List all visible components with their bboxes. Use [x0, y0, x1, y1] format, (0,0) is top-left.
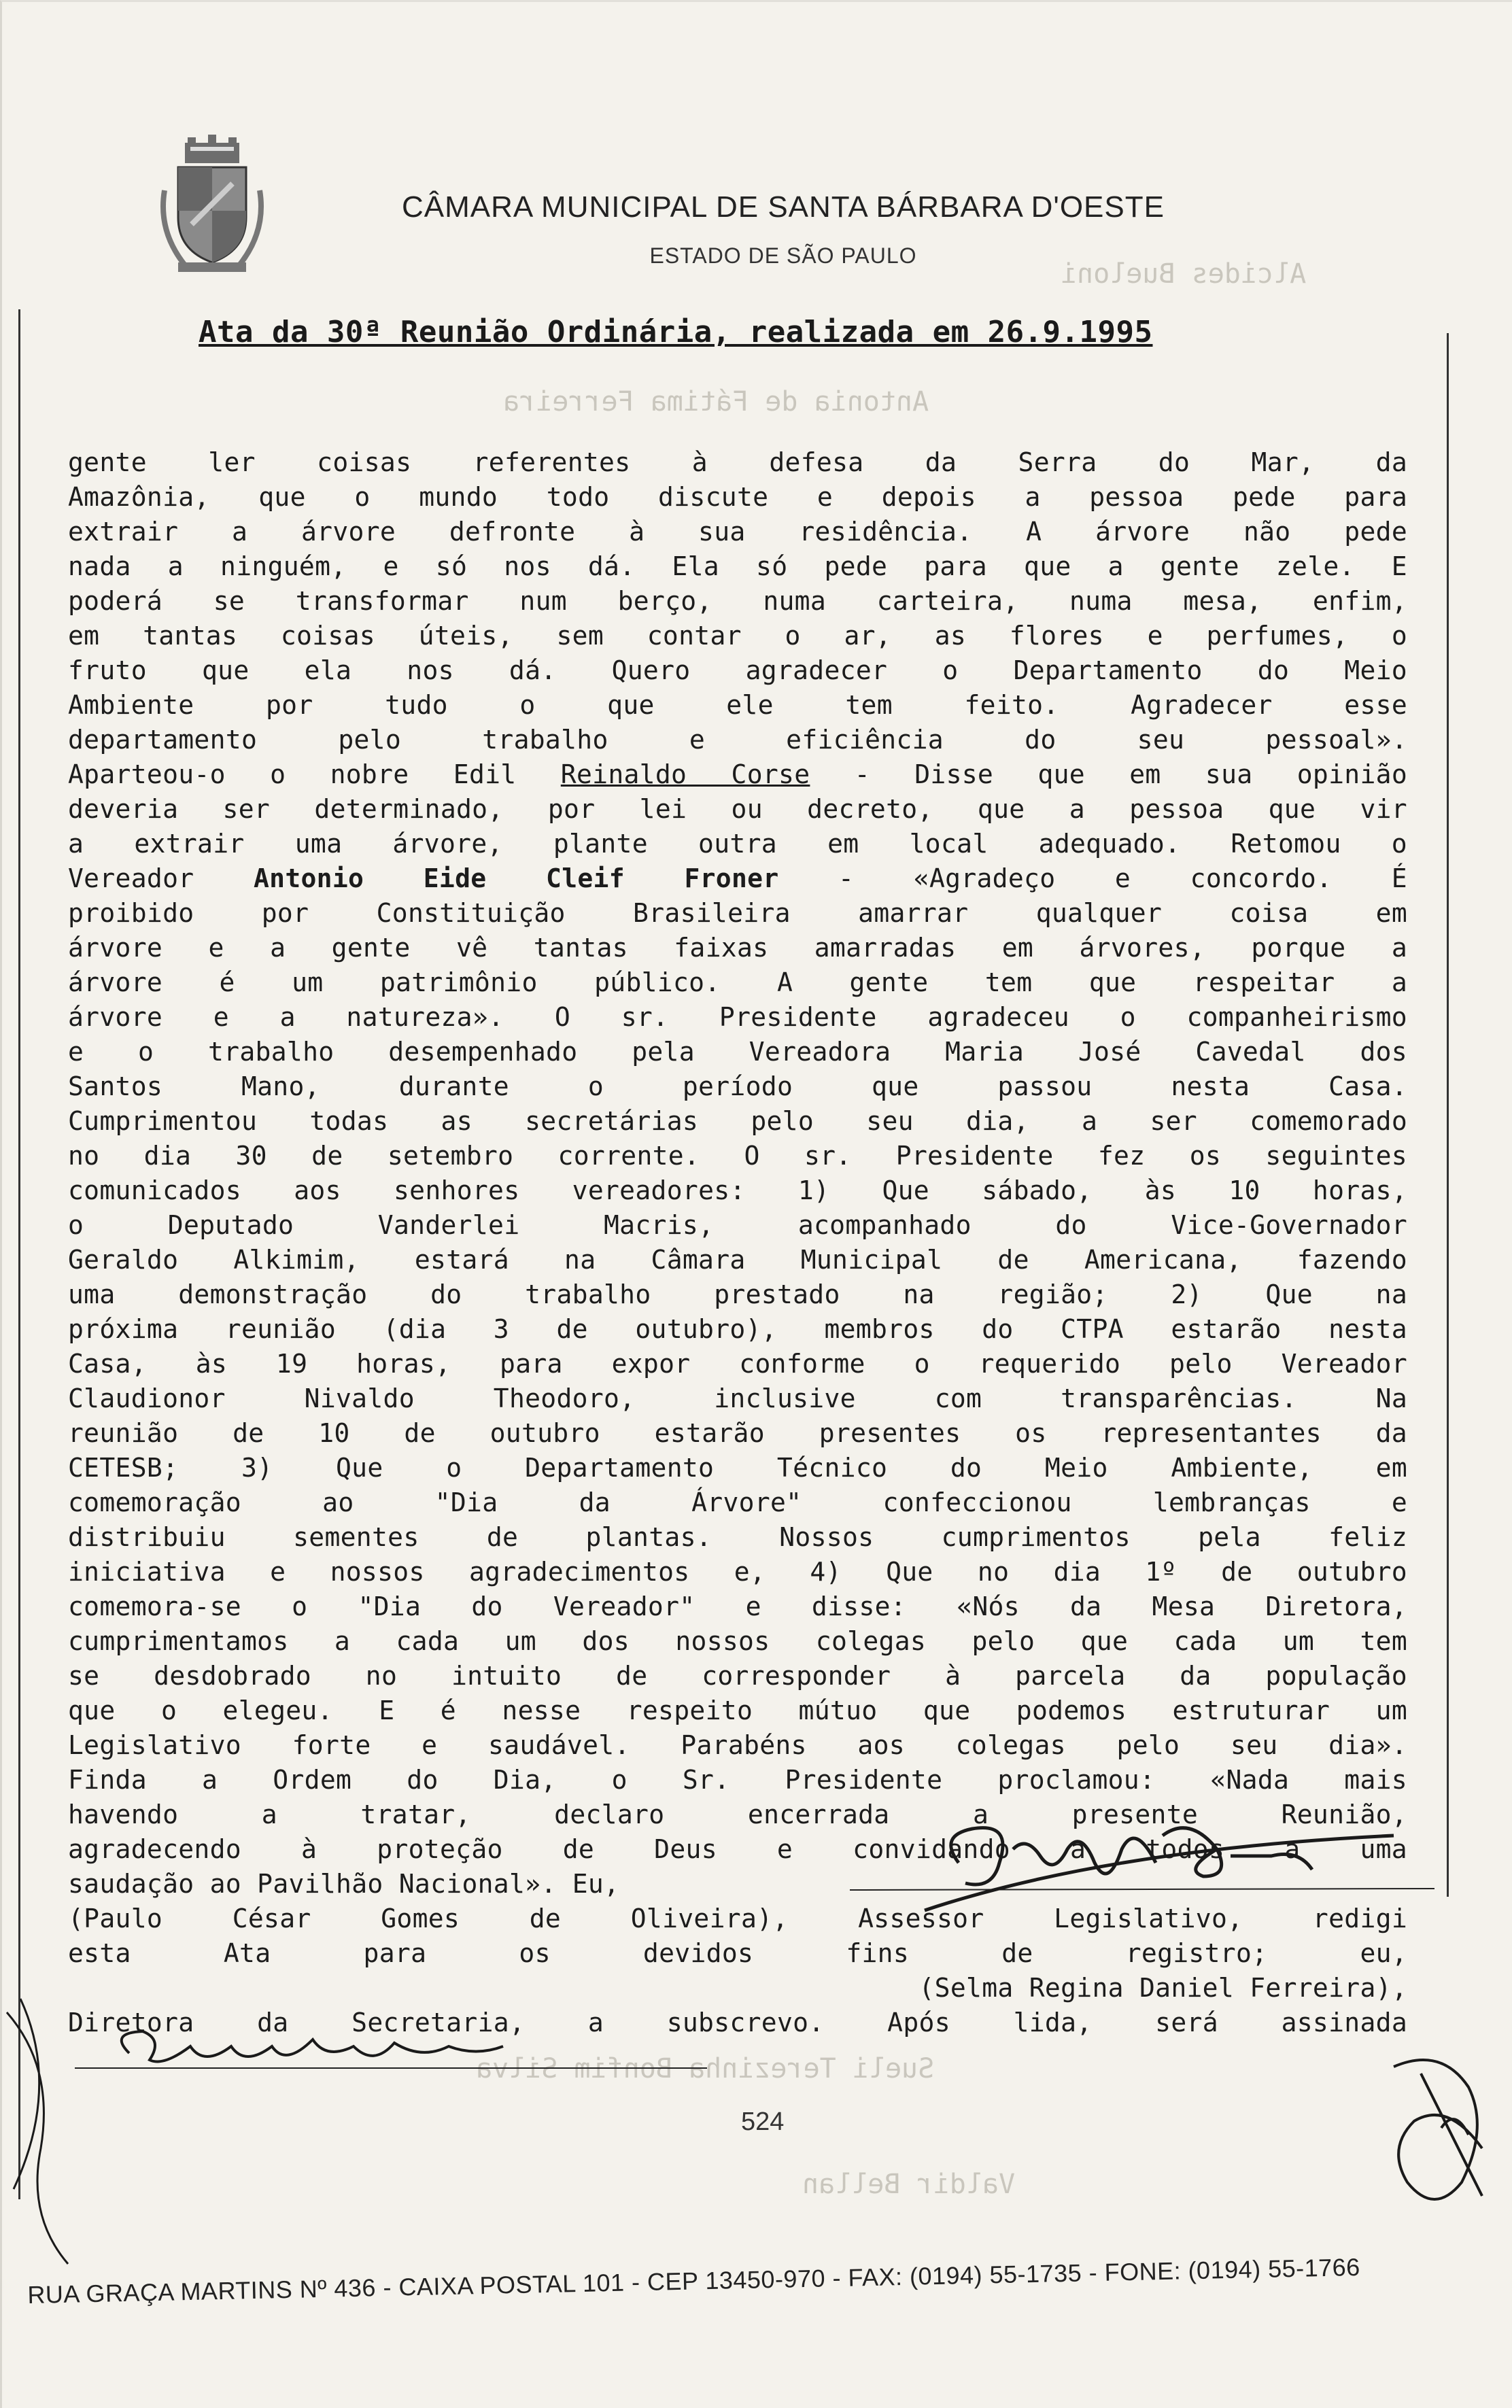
body-line: poderá se transformar num berço, numa carteira, numa mesa, enfim,	[68, 586, 1407, 616]
body-line: comemoração ao "Dia da Árvore" confeccionou lembranças e	[68, 1487, 1407, 1517]
body-line: árvore e a gente vê tantas faixas amarradas em árvores, porque a	[68, 933, 1407, 963]
signature-selma	[68, 2026, 714, 2087]
body-line: saudação ao Pavilhão Nacional». Eu,	[68, 1869, 620, 1899]
body-line: e o trabalho desempenhado pela Vereadora Maria José Cavedal dos	[68, 1037, 1407, 1067]
body-line: fruto que ela nos dá. Quero agradecer o Departamento do Meio	[68, 655, 1407, 685]
signature-paulo	[836, 1808, 1448, 1917]
body-line: Diretora da Secretaria, a subscrevo. Após lida, será assinada	[68, 2008, 1407, 2037]
body-line: próxima reunião (dia 3 de outubro), membros do CTPA estarão nesta	[68, 1314, 1407, 1344]
show-through-text: Sueli Terezinha Bonfim Silva	[476, 2053, 935, 2084]
body-line: o Deputado Vanderlei Macris, acompanhado do Vice-Governador	[68, 1210, 1407, 1240]
body-line: Claudionor Nivaldo Theodoro, inclusive com transparências. Na	[68, 1383, 1407, 1413]
body-line: Casa, às 19 horas, para expor conforme o requerido pelo Vereador	[68, 1349, 1407, 1379]
body-line: no dia 30 de setembro corrente. O sr. Presidente fez os seguintes	[68, 1141, 1407, 1171]
show-through-text: Alcides Bueloni	[1061, 258, 1307, 290]
body-text-span: - Disse que em sua opinião	[810, 759, 1407, 789]
margin-initials	[1380, 2046, 1502, 2223]
body-line: comemora-se o "Dia do Vereador" e disse: «Nós da Mesa Diretora,	[68, 1592, 1407, 1621]
body-line: Ambiente por tudo o que ele tem feito. Agradecer esse	[68, 690, 1407, 720]
state-name: ESTADO DE SÃO PAULO	[649, 243, 917, 268]
body-line: proibido por Constituição Brasileira amarrar qualquer coisa em	[68, 898, 1407, 928]
body-line: Geraldo Alkimim, estará na Câmara Municipal de Americana, fazendo	[68, 1245, 1407, 1275]
body-line: cumprimentamos a cada um dos nossos colegas pelo que cada um tem	[68, 1626, 1407, 1656]
body-line: Legislativo forte e saudável. Parabéns aos colegas pelo seu dia».	[68, 1730, 1407, 1760]
body-line: havendo a tratar, declaro encerrada a presente Reunião,	[68, 1800, 1407, 1829]
page-number: 524	[741, 2108, 785, 2136]
edil-name: Reinaldo Corse	[560, 759, 810, 789]
body-line	[68, 757, 1407, 792]
margin-line-right	[1447, 333, 1449, 1897]
body-line: árvore é um patrimônio público. A gente tem que respeitar a	[68, 967, 1407, 997]
body-line: agradecendo à proteção de Deus e convidando a todos a uma	[68, 1834, 1407, 1864]
body-line: gente ler coisas referentes à defesa da Serra do Mar, da	[68, 447, 1407, 477]
minutes-title: Ata da 30ª Reunião Ordinária, realizada em 26.9.1995	[199, 315, 1153, 349]
body-line: a extrair uma árvore, plante outra em local adequado. Retomou o	[68, 829, 1407, 859]
body-line: CETESB; 3) Que o Departamento Técnico do Meio Ambiente, em	[68, 1453, 1407, 1483]
institution-name: CÂMARA MUNICIPAL DE SANTA BÁRBARA D'OESTE	[402, 190, 1165, 224]
margin-line-left	[18, 309, 20, 2199]
body-line: nada a ninguém, e só nos dá. Ela só pede para que a gente zele. E	[68, 551, 1407, 581]
body-line: que o elegeu. E é nesse respeito mútuo que podemos estruturar um	[68, 1696, 1407, 1725]
body-line: (Selma Regina Daniel Ferreira),	[918, 1973, 1407, 2003]
body-line: distribuiu sementes de plantas. Nossos cumprimentos pela feliz	[68, 1522, 1407, 1552]
show-through-text: Antonia de Fátima Ferreira	[503, 386, 929, 417]
body-line: reunião de 10 de outubro estarão presentes os representantes da	[68, 1418, 1407, 1448]
body-line: iniciativa e nossos agradecimentos e, 4) Que no dia 1º de outubro	[68, 1557, 1407, 1587]
footer-address: RUA GRAÇA MARTINS Nº 436 - CAIXA POSTAL 101 - CEP 13450-970 - FAX: (0194) 55-1735 - FONE: (0194) 55-1766	[27, 2252, 1361, 2309]
body-text-span: Vereador	[68, 863, 254, 893]
body-line: Santos Mano, durante o período que passou nesta Casa.	[68, 1071, 1407, 1101]
margin-scribble	[0, 1985, 82, 2271]
body-text-span: Aparteou-o o nobre Edil	[68, 759, 561, 789]
body-line	[68, 861, 1407, 896]
body-line: em tantas coisas úteis, sem contar o ar, as flores e perfumes, o	[68, 621, 1407, 651]
body-line: Finda a Ordem do Dia, o Sr. Presidente proclamou: «Nada mais	[68, 1765, 1407, 1795]
body-line: se desdobrado no intuito de corresponder à parcela da população	[68, 1661, 1407, 1691]
body-text-span: - «Agradeço e concordo. É	[778, 863, 1407, 893]
minutes-body	[68, 445, 1407, 2040]
body-line: extrair a árvore defronte à sua residência. A árvore não pede	[68, 517, 1407, 547]
body-line: comunicados aos senhores vereadores: 1) Que sábado, às 10 horas,	[68, 1175, 1407, 1205]
body-line: uma demonstração do trabalho prestado na região; 2) Que na	[68, 1279, 1407, 1309]
body-line: departamento pelo trabalho e eficiência do seu pessoal».	[68, 725, 1407, 755]
vereador-name: Antonio Eide Cleif Froner	[253, 863, 779, 893]
show-through-text: Valdir Bellan	[802, 2169, 1016, 2200]
body-line: (Paulo César Gomes de Oliveira), Assessor Legislativo, redigi	[68, 1904, 1407, 1933]
body-line: Cumprimentou todas as secretárias pelo seu dia, a ser comemorado	[68, 1106, 1407, 1136]
body-line: deveria ser determinado, por lei ou decreto, que a pessoa que vir	[68, 794, 1407, 824]
body-line: árvore e a natureza». O sr. Presidente agradeceu o companheirismo	[68, 1002, 1407, 1032]
body-line: Amazônia, que o mundo todo discute e depois a pessoa pede para	[68, 482, 1407, 512]
body-line: esta Ata para os devidos fins de registro; eu,	[68, 1938, 1407, 1968]
